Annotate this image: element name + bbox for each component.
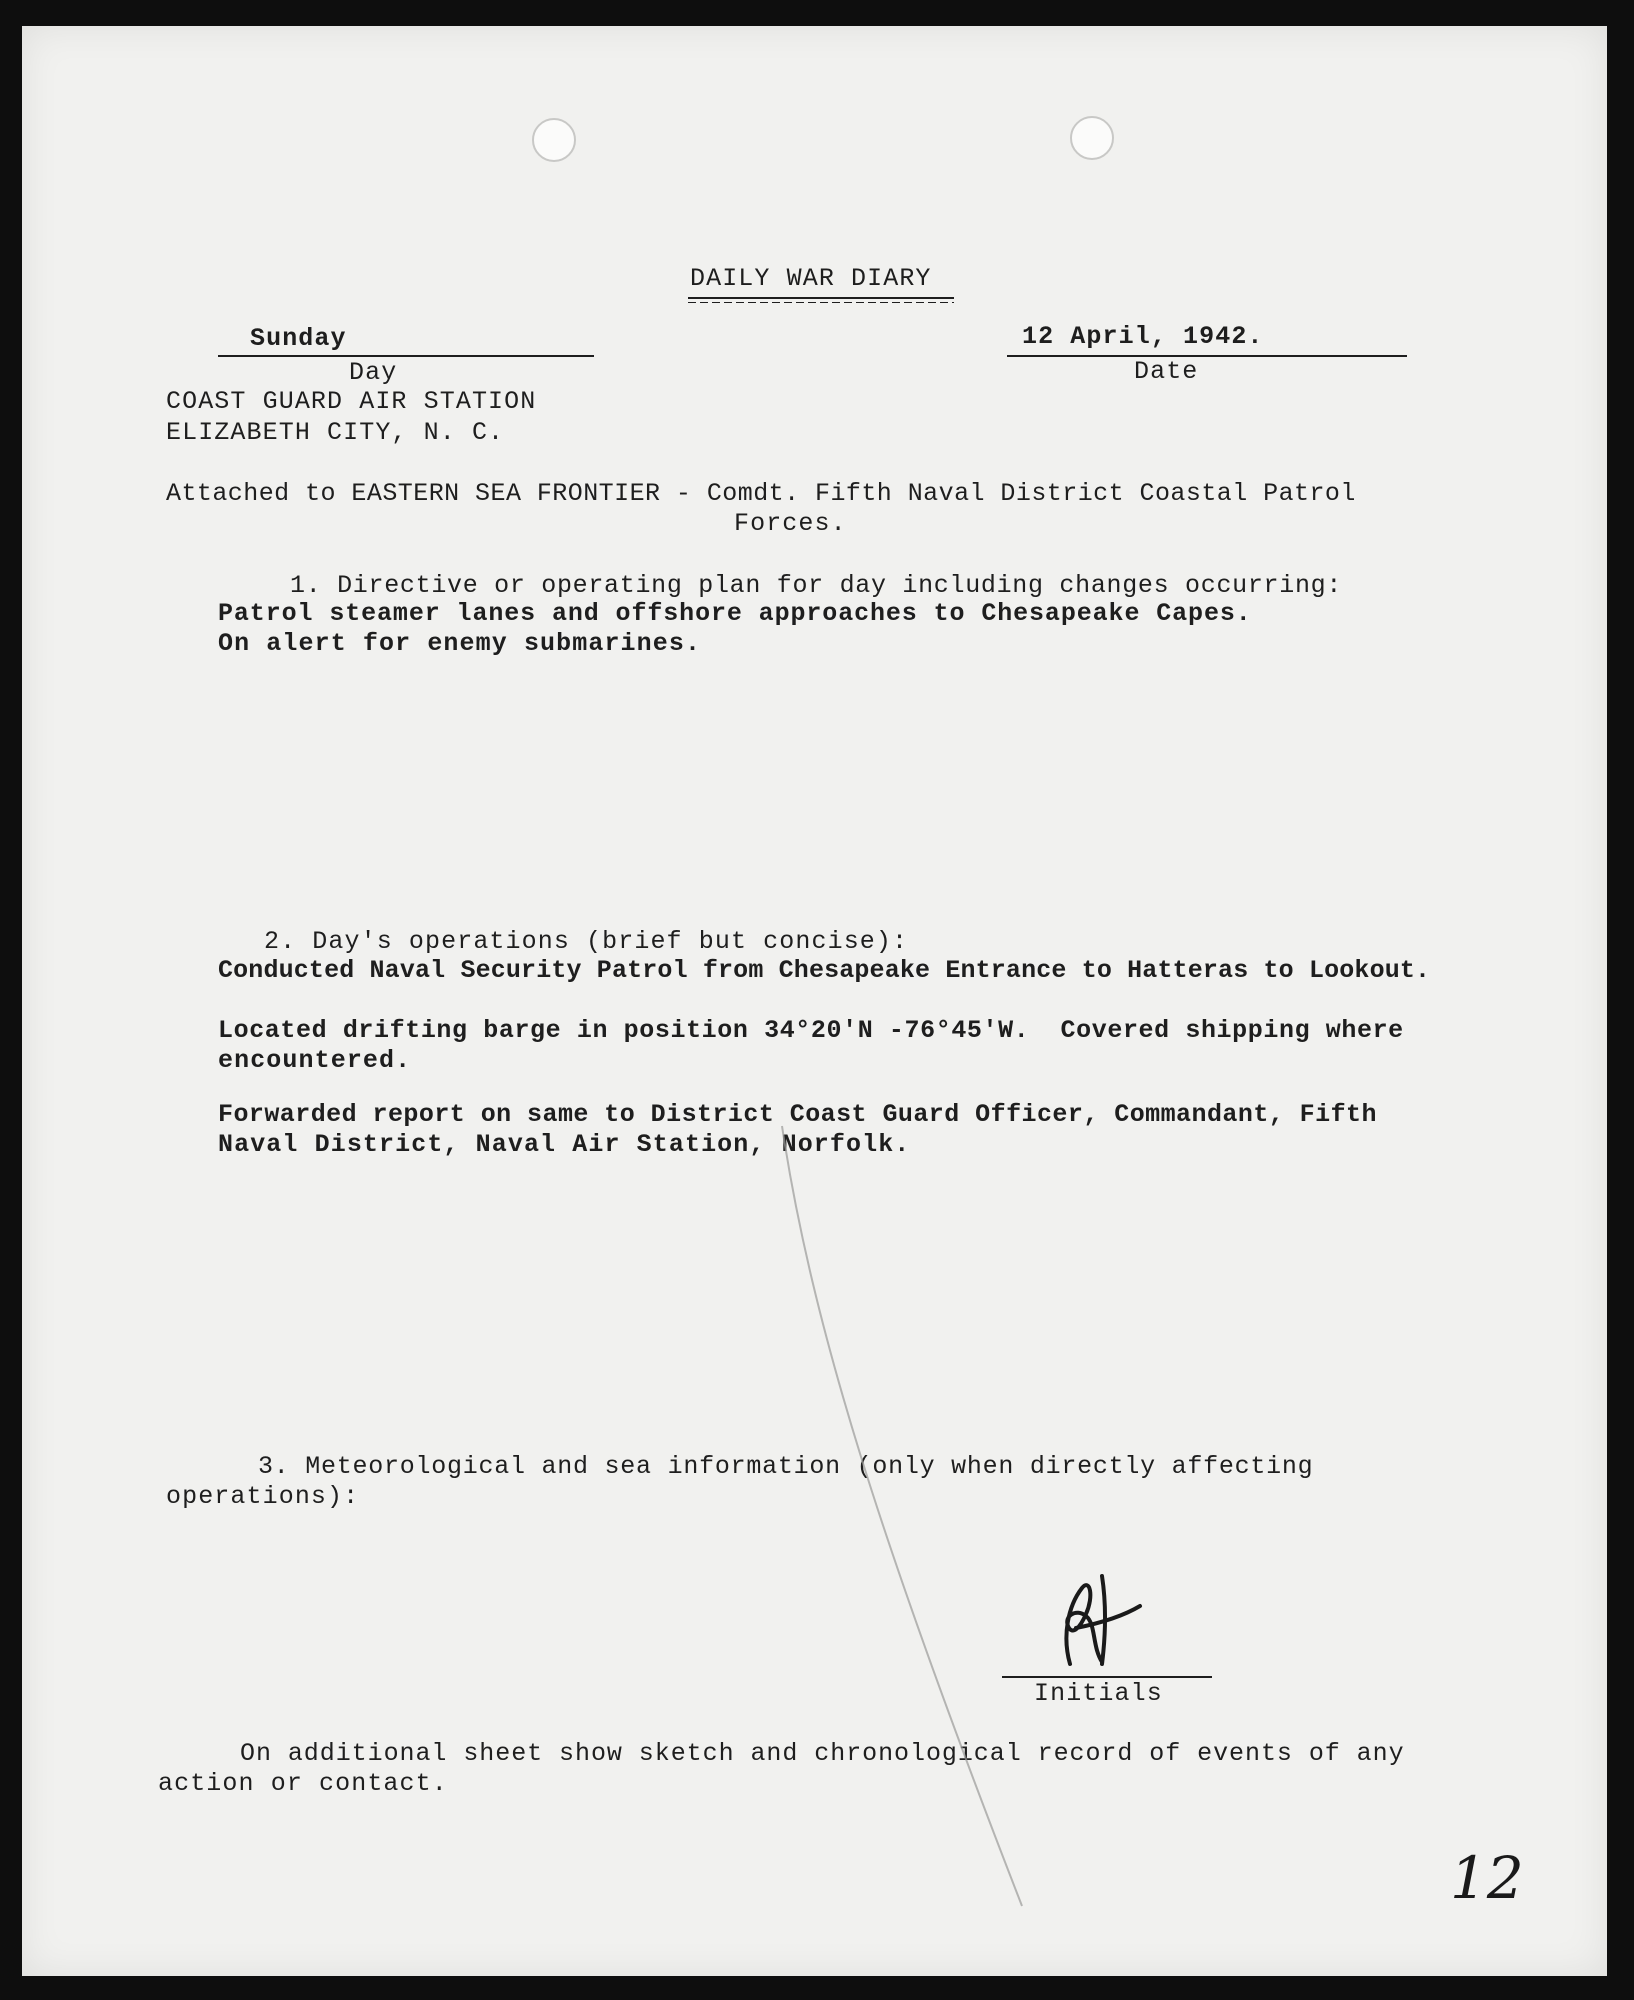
footer-line-1: On additional sheet show sketch and chronological record of events of any xyxy=(240,1739,1405,1768)
section-2-heading: 2. Day's operations (brief but concise): xyxy=(264,927,909,956)
title-underline-2 xyxy=(688,302,954,303)
date-rule xyxy=(1007,355,1407,357)
paper-crease xyxy=(22,26,1607,1976)
station-line-2: ELIZABETH CITY, N. C. xyxy=(166,418,505,447)
date-value: 12 April, 1942. xyxy=(1022,322,1264,351)
section-2-para-3-line-1: Forwarded report on same to District Coast Guard Officer, Commandant, Fifth xyxy=(218,1100,1377,1129)
title-underline xyxy=(688,297,954,299)
section-2-para-3-line-2: Naval District, Naval Air Station, Norfolk. xyxy=(218,1130,911,1159)
section-3-line-1: 3. Meteorological and sea information (only when directly affecting xyxy=(258,1452,1314,1481)
day-label: Day xyxy=(349,358,398,387)
initials-signature xyxy=(1042,1566,1152,1676)
attached-line-2: Forces. xyxy=(734,509,847,538)
document-sheet xyxy=(22,26,1607,1976)
footer-line-2: action or contact. xyxy=(158,1769,448,1798)
section-2-para-1: Conducted Naval Security Patrol from Chesapeake Entrance to Hatteras to Lookout. xyxy=(218,956,1431,985)
day-rule xyxy=(218,355,594,357)
attached-line-1: Attached to EASTERN SEA FRONTIER - Comdt. Fifth Naval District Coastal Patrol xyxy=(166,479,1356,508)
punch-hole-left xyxy=(532,118,576,162)
section-3-line-2: operations): xyxy=(166,1482,360,1511)
station-line-1: COAST GUARD AIR STATION xyxy=(166,387,537,416)
punch-hole-right xyxy=(1070,116,1114,160)
initials-label: Initials xyxy=(1034,1679,1163,1708)
date-label: Date xyxy=(1134,357,1199,386)
initials-rule xyxy=(1002,1676,1212,1678)
section-2-para-2-line-1: Located drifting barge in position 34°20'N -76°45'W. Covered shipping where xyxy=(218,1016,1404,1045)
section-1-line-1: Patrol steamer lanes and offshore approaches to Chesapeake Capes. xyxy=(218,599,1252,628)
day-value: Sunday xyxy=(250,324,347,353)
section-1-line-2: On alert for enemy submarines. xyxy=(218,629,702,658)
section-2-para-2-line-2: encountered. xyxy=(218,1046,412,1075)
page-title: DAILY WAR DIARY xyxy=(690,264,932,293)
section-1-heading: 1. Directive or operating plan for day including changes occurring: xyxy=(290,571,1343,600)
page-number: 12 xyxy=(1450,1844,1524,1912)
